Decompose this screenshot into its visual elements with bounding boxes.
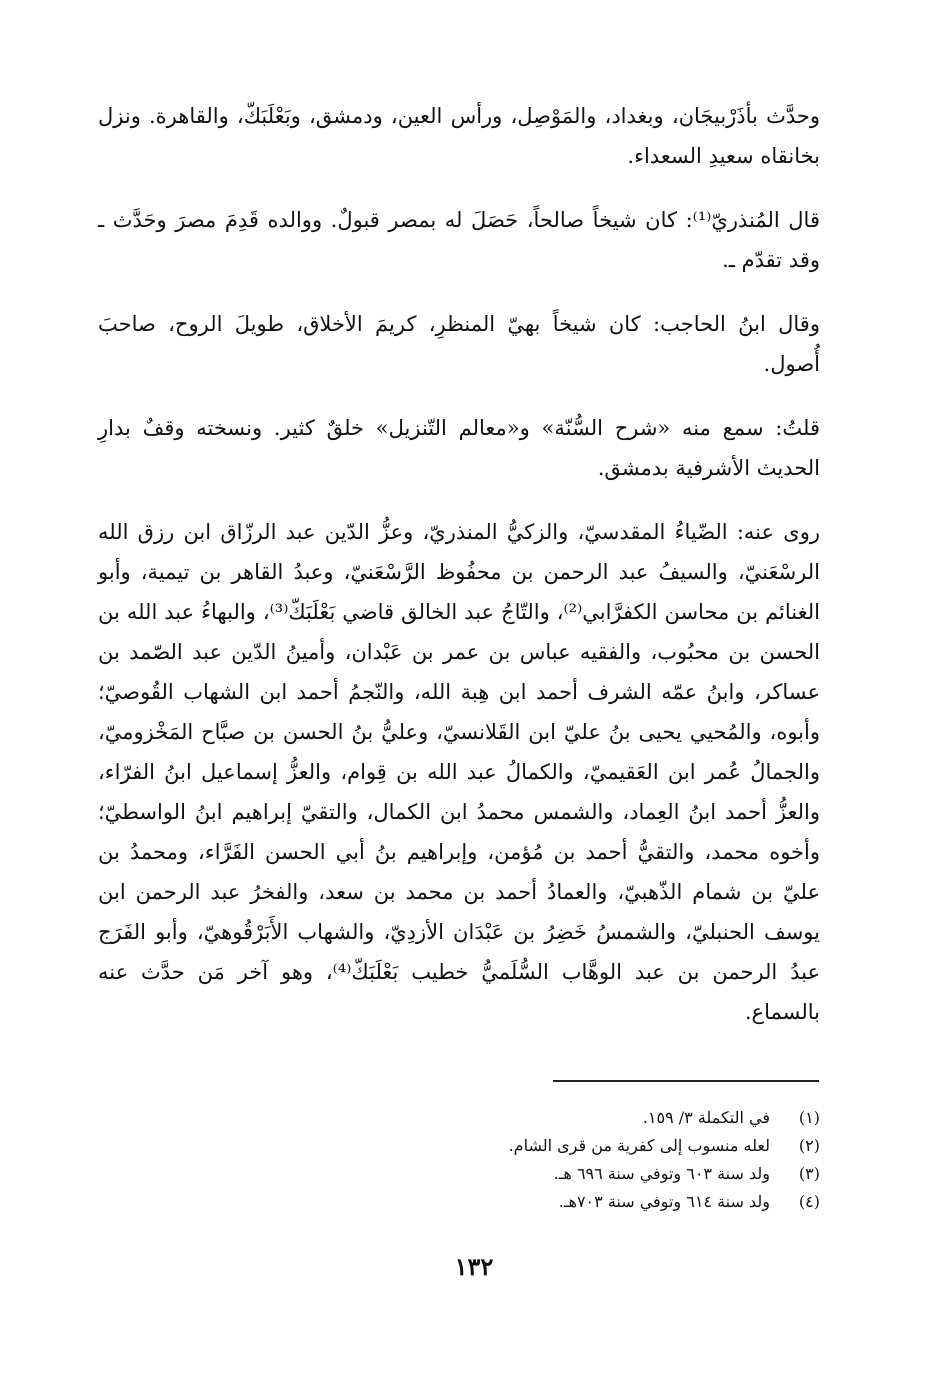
footnotes [98, 1104, 820, 1216]
main-text [98, 96, 820, 1056]
footnote-text: لعله منسوب إلى كفرية من قرى الشام. [508, 1136, 770, 1155]
footnote-divider [553, 1080, 819, 1082]
footnote-1 [98, 1104, 820, 1132]
page-number: ١٣٢ [454, 1252, 494, 1281]
footnote-2 [98, 1132, 820, 1160]
footnote-text: ولد سنة ٦١٤ وتوفي سنة ٧٠٣هـ. [558, 1192, 770, 1211]
footnote-number: (٢) [798, 1136, 820, 1155]
footnote-text: ولد سنة ٦٠٣ وتوفي سنة ٦٩٦ هـ. [553, 1164, 770, 1183]
paragraph-1: وحدَّث بأذَرْبيجَان، وبغداد، والمَوْصِل، ورأس العين، ودمشق، وبَعْلَبَكّ، والقاهرة. ونزل بخانقاه سعيدِ السعداء. [98, 104, 820, 168]
paragraph-5: روى عنه: الضّياءُ المقدسيّ، والزكيُّ المنذريّ، وعزُّ الدّين عبد الرزّاق ابن رزق الله الرسْعَنيّ، والسيفُ عبد الرحمن بن محفُوظ الرَّسْعَنيّ، وعبدُ القاهر بن تيمية، وأبو الغنائم بن محاسن الكفرَّابي⁽²⁾، والتّاجُ عبد الخالق قاضي بَعْلَبَكّ⁽³⁾، والبهاءُ عبد الله بن الحسن بن محبُوب، والفقيه عباس بن عمر بن عَبْدان، وأمينُ الدّين عبد الصّمد بن عساكر، وابنُ عمّه الشرف أحمد ابن هِبة الله، والنّجمُ أحمد ابن الشهاب القُوصيّ؛ وأبوه، والمُحيي يحيى بنُ عليّ ابن القَلانسيّ، وعليُّ بنُ الحسن بن صبَّاح المَخْزوميّ، والجمالُ عُمر ابن العَقيميّ، والكمالُ عبد الله بن قِوام، والعزُّ إسماعيل ابنُ الفرّاء، والعزُّ أحمد ابنُ العِماد، والشمس محمدُ ابن الكمال، والتقيّ إبراهيم ابنُ الواسطيّ؛ وأخوه محمد، والتقيُّ أحمد بن مُؤمن، وإبراهيم بنُ أبي الحسن الفَرَّاء، ومحمدُ بن عليّ بن شمام الذّهبيّ، والعمادُ أحمد بن محمد بن سعد، والفخرُ عبد الرحمن ابن يوسف الحنبليّ، والشمسُ خَضِرُ بن عَبْدَان الأزدِيّ، والشهاب الأَبَرْقُوهيّ، وأبو الفَرَج عبدُ الرحمن بن عبد الوهَّاب السُّلَميُّ خطيب بَعْلَبَكّ⁽⁴⁾، وهو آخر مَن حدَّث عنه بالسماع. [98, 520, 821, 1024]
footnote-4 [98, 1188, 820, 1216]
paragraph-2: قال المُنذريّ⁽¹⁾: كان شيخاً صالحاً، حَصَلَ له بمصر قبولٌ. ووالده قَدِمَ مصرَ وحَدَّث ـ وقد تقدّم ـ. [98, 208, 820, 272]
footnote-number: (٤) [798, 1192, 820, 1211]
footnote-number: (١) [798, 1108, 820, 1127]
paragraph-3: وقال ابنُ الحاجب: كان شيخاً بهيّ المنظرِ، كريمَ الأخلاق، طويلَ الروح، صاحبَ أُصول. [98, 312, 820, 376]
paragraph-4: قلتُ: سمع منه «شرح السُّنّة» و«معالم التّنزيل» خلقٌ كثير. ونسخته وقفٌ بدارِ الحديث الأشرفية بدمشق. [98, 416, 820, 480]
footnote-3 [98, 1160, 820, 1188]
footnote-text: في التكملة ٣/ ١٥٩. [642, 1108, 770, 1127]
footnote-number: (٣) [798, 1164, 820, 1183]
